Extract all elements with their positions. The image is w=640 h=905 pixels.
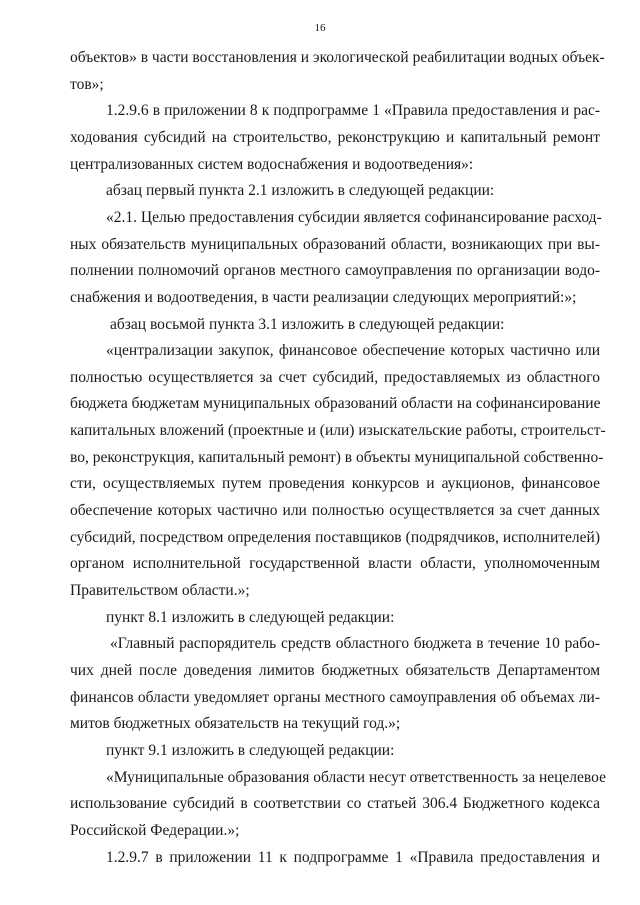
text-line: Российской Федерации.»; xyxy=(70,821,240,839)
text-line: ных обязательств муниципальных образований области, возникающих при вы- xyxy=(70,235,600,253)
text-line: тов»; xyxy=(70,75,104,93)
text-line: пункт 9.1 изложить в следующей редакции: xyxy=(106,741,395,759)
text-line: «централизации закупок, финансовое обеспечение которых частично или xyxy=(106,342,600,360)
text-line: ходования субсидий на строительство, реконструкцию и капитальный ремонт xyxy=(70,128,600,146)
text-line: митов бюджетных обязательств на текущий год.»; xyxy=(70,715,401,733)
text-line: «Главный распорядитель средств областного бюджета в течение 10 рабо- xyxy=(110,635,600,653)
text-line: 1.2.9.6 в приложении 8 к подпрограмме 1 «Правила предоставления и рас- xyxy=(106,102,600,120)
text-line: централизованных систем водоснабжения и водоотведения»: xyxy=(70,155,474,173)
text-line: сти, осуществляемых путем проведения конкурсов и аукционов, финансовое xyxy=(70,475,600,493)
text-line: пункт 8.1 изложить в следующей редакции: xyxy=(106,608,395,626)
text-line: снабжения и водоотведения, в части реализации следующих мероприятий:»; xyxy=(70,288,577,306)
text-line: капитальных вложений (проектные и (или) изыскательские работы, строительст- xyxy=(70,422,606,440)
text-line: «2.1. Целью предоставления субсидии является софинансирование расход- xyxy=(106,208,602,226)
text-line: 1.2.9.7 в приложении 11 к подпрограмме 1 «Правила предоставления и xyxy=(106,848,600,866)
text-line: органом исполнительной государственной власти области, уполномоченным xyxy=(70,555,600,573)
text-line: использование субсидий в соответствии со статьей 306.4 Бюджетного кодекса xyxy=(70,795,600,813)
text-line: объектов» в части восстановления и экологической реабилитации водных объек- xyxy=(70,49,605,66)
text-line: Правительством области.»; xyxy=(70,582,250,599)
text-line: во, реконструкция, капитальный ремонт) в объекты муниципальной собственно- xyxy=(70,448,604,466)
text-line: бюджета бюджетам муниципальных образований области на софинансирование xyxy=(70,395,601,413)
text-line: «Муниципальные образования области несут ответственность за нецелевое xyxy=(106,768,606,786)
text-line: финансов области уведомляет органы местного самоуправления об объемах ли- xyxy=(70,688,600,706)
text-line: субсидий, посредством определения поставщиков (подрядчиков, исполнителей) xyxy=(70,528,600,546)
text-line: абзац восьмой пункта 3.1 изложить в следующей редакции: xyxy=(110,315,505,333)
page-number: 16 xyxy=(314,22,326,34)
text-line: абзац первый пункта 2.1 изложить в следующей редакции: xyxy=(106,182,495,200)
text-line: полностью осуществляется за счет субсидий, предоставляемых из областного xyxy=(70,368,600,386)
text-line: полнении полномочий органов местного самоуправления по организации водо- xyxy=(70,262,600,280)
text-line: обеспечение которых частично или полностью осуществляется за счет данных xyxy=(70,502,600,520)
text-line: чих дней после доведения лимитов бюджетных обязательств Департаментом xyxy=(70,661,600,679)
